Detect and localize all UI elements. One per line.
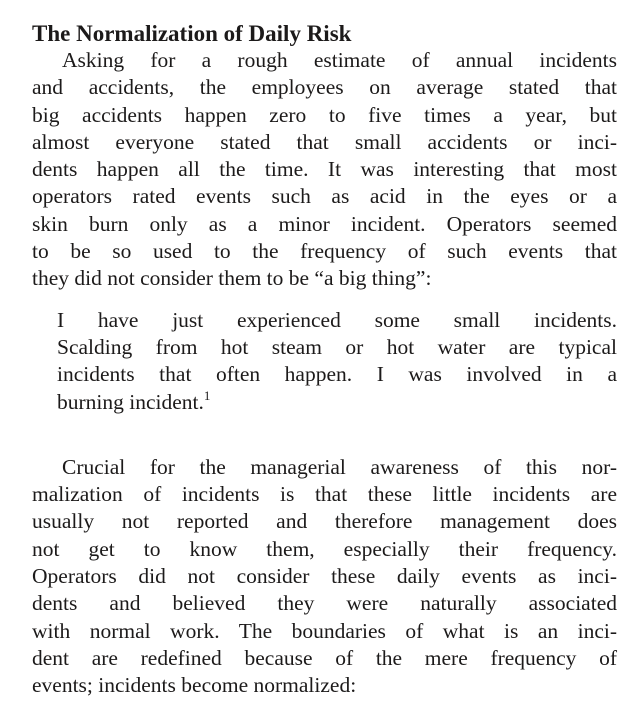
quote-line-text: burning incident. <box>57 389 204 414</box>
paragraph-line: Operators did not consider these daily events as inci- <box>32 564 617 589</box>
section-heading: The Normalization of Daily Risk <box>32 21 352 46</box>
paragraph-line: to be so used to the frequency of such events that <box>32 239 617 264</box>
paragraph-line: not get to know them, especially their frequency. <box>32 536 617 561</box>
paragraph-line: operators rated events such as acid in the eyes or a <box>32 184 617 209</box>
paragraph-2 <box>32 454 617 700</box>
paragraph-line: malization of incidents is that these little incidents are <box>32 482 617 507</box>
quote-line: I have just experienced some small incidents. <box>57 307 617 332</box>
paragraph-line: Crucial for the managerial awareness of this nor- <box>62 454 617 479</box>
paragraph-line: dents happen all the time. It was interesting that most <box>32 157 617 182</box>
paragraph-line: Asking for a rough estimate of annual incidents <box>62 48 617 72</box>
paragraph-1 <box>32 47 617 293</box>
paragraph-line: and accidents, the employees on average stated that <box>32 75 617 100</box>
block-quote <box>32 307 617 416</box>
paragraph-line: big accidents happen zero to five times a year, but <box>32 102 617 127</box>
quote-line: incidents that often happen. I was involved in a <box>57 362 617 387</box>
paragraph-line: almost everyone stated that small accidents or inci- <box>32 129 617 154</box>
paragraph-line: dent are redefined because of the mere frequency of <box>32 645 617 670</box>
paragraph-line: skin burn only as a minor incident. Operators seemed <box>32 211 617 236</box>
quote-line-last <box>57 389 617 416</box>
paragraph-line: they did not consider them to be “a big thing”: <box>32 266 432 291</box>
paragraph-line: usually not reported and therefore management does <box>32 509 617 534</box>
quote-line: Scalding from hot steam or hot water are typical <box>57 334 617 359</box>
paragraph-line: with normal work. The boundaries of what is an inci- <box>32 618 617 643</box>
footnote-marker[interactable]: 1 <box>203 387 211 403</box>
document-page <box>32 20 617 700</box>
paragraph-line: events; incidents become normalized: <box>32 673 357 698</box>
paragraph-line: dents and believed they were naturally associated <box>32 591 617 616</box>
